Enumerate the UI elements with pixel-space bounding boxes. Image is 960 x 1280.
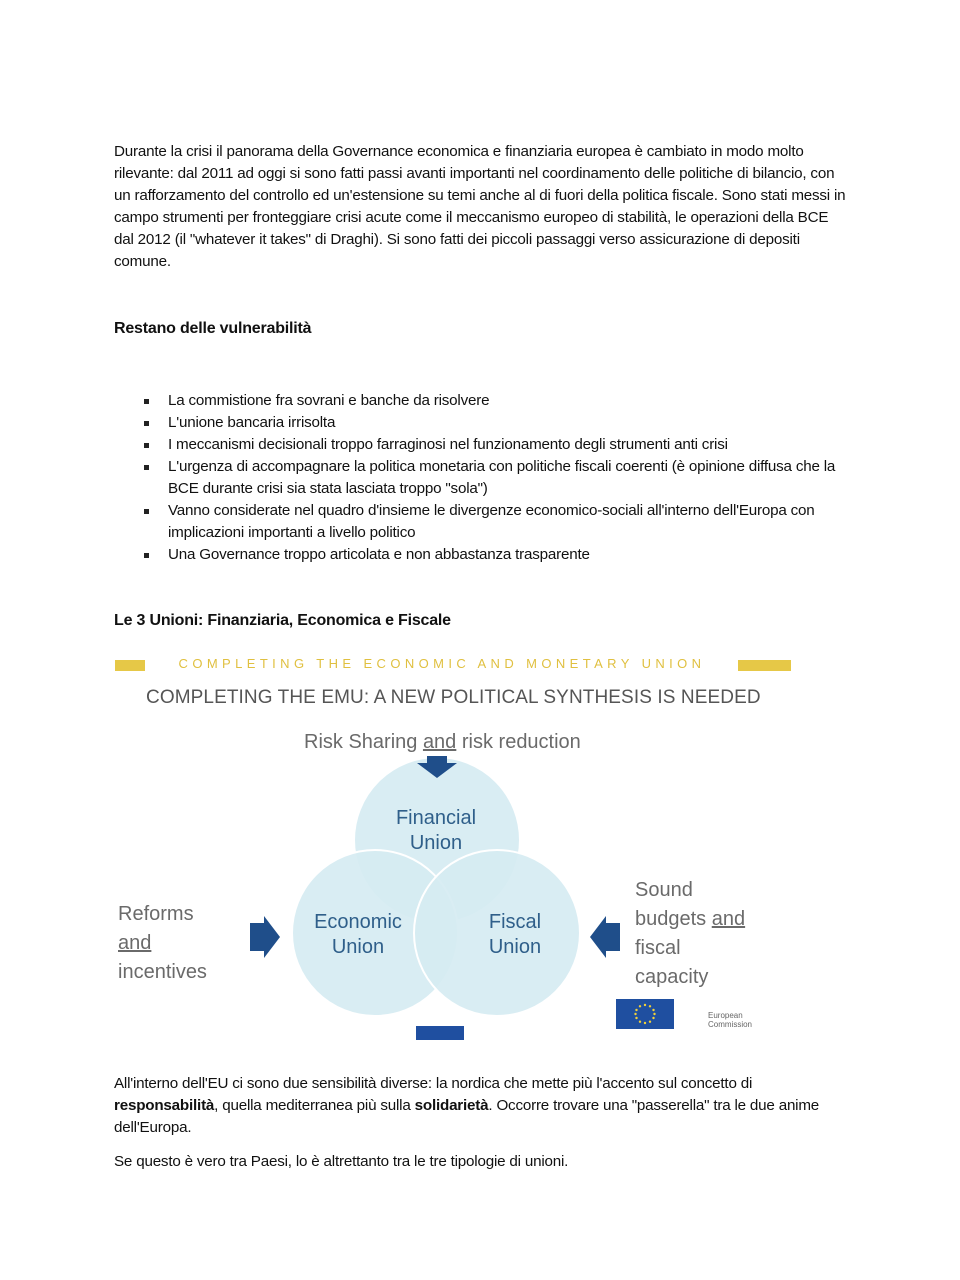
label-line: Sound xyxy=(635,879,693,901)
label-risk-sharing xyxy=(304,728,581,757)
label-line: Economic xyxy=(314,911,402,933)
text-run: . Occorre trovare una "passerella" tra le due anime dell'Europa. xyxy=(114,1097,820,1136)
label-text: Risk Sharing xyxy=(304,731,423,753)
bold-term: responsabilità xyxy=(114,1097,215,1114)
economic-union-label xyxy=(298,910,418,960)
closing-paragraph: Se questo è vero tra Paesi, lo è altrettanto tra le tre tipologie di unioni. xyxy=(114,1153,569,1170)
label-line xyxy=(635,905,745,934)
logo-text xyxy=(708,1011,752,1029)
list-item: L'unione bancaria irrisolta xyxy=(114,412,849,434)
logo-line: European xyxy=(708,1011,743,1020)
label-line: Union xyxy=(331,936,385,958)
label-line: capacity xyxy=(635,966,709,988)
bold-term: solidarietà xyxy=(414,1097,489,1114)
label-line: fiscal xyxy=(635,937,681,959)
label-text: risk reduction xyxy=(456,731,581,753)
label-line: Union xyxy=(409,832,463,854)
financial-union-label xyxy=(380,806,492,856)
list-item: L'urgenza di accompagnare la politica monetaria con politiche fiscali coerenti (è opinione diffusa che la BCE durante crisi sia stata lasciata troppo "sola") xyxy=(114,456,849,500)
text-run: , quella mediterranea più sulla xyxy=(214,1097,415,1114)
arrow-right-icon xyxy=(250,916,280,958)
european-commission-logo xyxy=(616,999,792,1035)
label-line: Union xyxy=(488,936,542,958)
heading-vulnerabilities: Restano delle vulnerabilità xyxy=(114,320,312,337)
label-sound-budgets xyxy=(635,876,745,992)
label-line: Reforms xyxy=(118,903,194,925)
label-text: and xyxy=(422,731,457,753)
eu-flag-icon xyxy=(616,999,674,1029)
fiscal-union-label xyxy=(470,910,560,960)
label-line: incentives xyxy=(118,961,207,983)
label-line: Fiscal xyxy=(488,911,542,933)
list-item: Una Governance troppo articolata e non abbastanza trasparente xyxy=(114,544,849,566)
label-line: Financial xyxy=(395,807,477,829)
label-text: and xyxy=(711,908,746,930)
heading-unions: Le 3 Unioni: Finanziaria, Economica e Fiscale xyxy=(114,612,451,629)
intro-paragraph: Durante la crisi il panorama della Governance economica e finanziaria europea è cambiato in modo molto rilevante: dal 2011 ad oggi si sono fatti passi avanti importanti nel coordinamento delle politiche di bilancio, con un rafforzamento del controllo ed un'estensione su temi anche al di fuori della politica fiscale. Sono stati messi in campo strumenti per fronteggiare crisi acute come il meccanismo europeo di stabilità, le operazioni della BCE dal 2012 (il "whatever it takes" di Draghi). Si sono fatti dei piccoli passaggi verso assicurazione di depositi comune. xyxy=(114,143,846,270)
sensibilities-paragraph xyxy=(114,1073,849,1139)
list-item: I meccanismi decisionali troppo farraginosi nel funzionamento degli strumenti anti crisi xyxy=(114,434,849,456)
list-item: Vanno considerate nel quadro d'insieme le divergenze economico-sociali all'interno dell'Europa con implicazioni importanti a livello politico xyxy=(114,500,849,544)
label-text: budgets xyxy=(635,908,712,930)
logo-line: Commission xyxy=(708,1020,753,1029)
text-run: All'interno dell'EU ci sono due sensibilità diverse: la nordica che mette più l'accento sul concetto di xyxy=(114,1075,753,1092)
figure-banner: COMPLETING THE ECONOMIC AND MONETARY UNION xyxy=(178,656,706,671)
figure-title: COMPLETING THE EMU: A NEW POLITICAL SYNTHESIS IS NEEDED xyxy=(146,687,761,708)
figure-footer-mark xyxy=(416,1026,464,1040)
list-item: La commistione fra sovrani e banche da risolvere xyxy=(114,390,849,412)
label-line: and xyxy=(118,932,152,954)
arrow-left-icon xyxy=(590,916,620,958)
vulnerabilities-list xyxy=(114,390,849,566)
label-reforms xyxy=(118,900,207,987)
emu-figure xyxy=(110,650,800,1045)
